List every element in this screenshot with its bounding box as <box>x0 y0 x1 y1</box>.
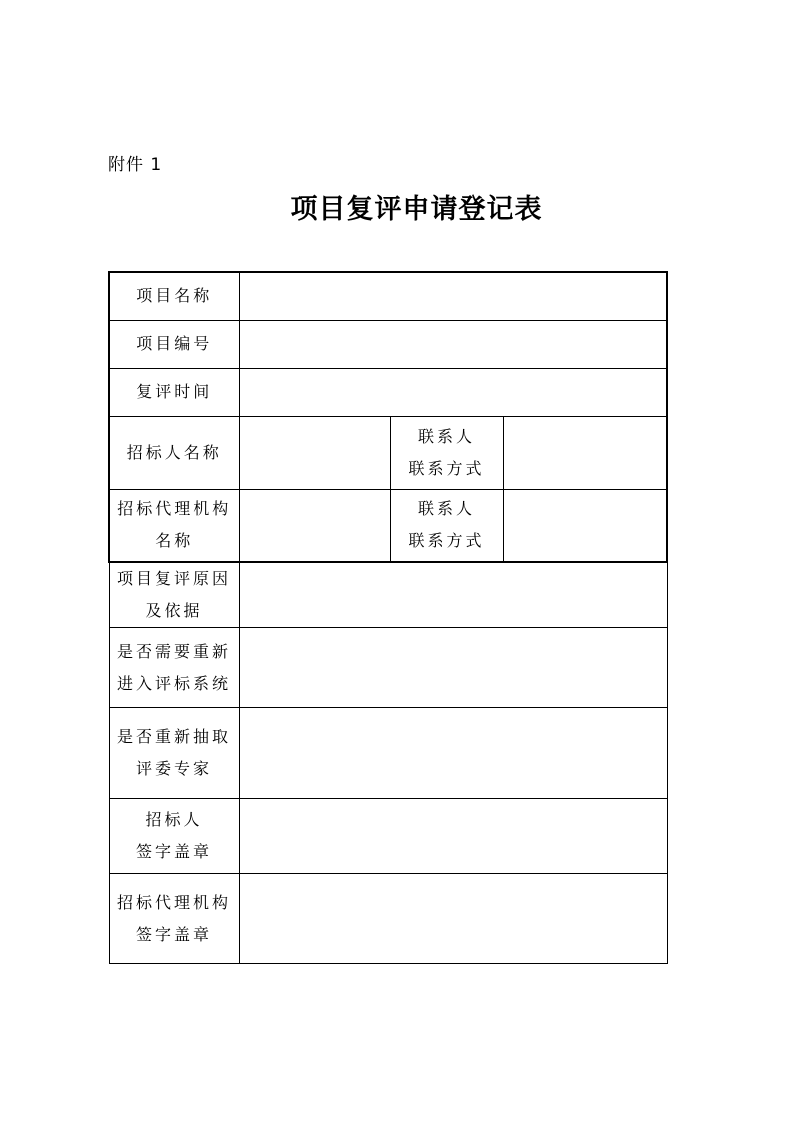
field-project-name[interactable] <box>239 272 667 320</box>
row-review-reason <box>109 562 667 628</box>
label-tenderer-signature-line1: 招标人 <box>145 810 203 829</box>
row-tenderer <box>109 416 667 489</box>
label-tenderer-contact-person: 联系人 <box>417 426 475 446</box>
field-agency-signature[interactable] <box>239 874 667 964</box>
label-reenter-system-line2: 进入评标系统 <box>116 673 231 693</box>
label-tenderer-contact-method: 联系方式 <box>408 458 485 478</box>
row-tenderer-signature <box>109 799 667 874</box>
attachment-label: 附件 1 <box>108 155 163 175</box>
label-project-number: 项目编号 <box>109 320 239 368</box>
row-reselect-experts <box>109 708 667 799</box>
row-agency-signature <box>109 874 667 964</box>
row-agency <box>109 489 667 562</box>
label-project-name: 项目名称 <box>109 272 239 320</box>
field-review-time[interactable] <box>239 368 667 416</box>
field-tenderer-signature[interactable] <box>239 799 667 874</box>
row-project-name <box>109 272 667 320</box>
label-review-reason-line2: 及依据 <box>145 601 203 620</box>
label-agency-name-line2: 名称 <box>155 531 194 551</box>
label-reselect-experts-line1: 是否重新抽取 <box>116 727 231 746</box>
field-reenter-system[interactable] <box>239 628 667 708</box>
label-agency-contact-method: 联系方式 <box>408 531 485 551</box>
label-agency-signature-line1: 招标代理机构 <box>116 892 231 912</box>
field-agency-name[interactable] <box>239 489 390 562</box>
label-agency-signature <box>109 874 239 964</box>
label-review-reason-line1: 项目复评原因 <box>116 569 231 588</box>
field-reselect-experts[interactable] <box>239 708 667 799</box>
label-reenter-system <box>109 628 239 708</box>
label-reselect-experts <box>109 708 239 799</box>
label-reselect-experts-line2: 评委专家 <box>135 759 212 778</box>
label-agency-name <box>109 489 239 562</box>
field-review-reason[interactable] <box>239 562 667 628</box>
row-reenter-system <box>109 628 667 708</box>
label-reenter-system-line1: 是否需要重新 <box>116 641 231 661</box>
form-title: 项目复评申请登记表 <box>290 194 543 225</box>
label-agency-name-line1: 招标代理机构 <box>117 499 232 519</box>
field-agency-contact[interactable] <box>503 489 667 562</box>
label-tenderer-signature <box>109 799 239 874</box>
label-review-time: 复评时间 <box>109 368 239 416</box>
row-review-time <box>109 368 667 416</box>
label-tenderer-signature-line2: 签字盖章 <box>135 842 212 861</box>
label-agency-signature-line2: 签字盖章 <box>135 924 212 944</box>
registration-form-table <box>108 271 668 964</box>
label-review-reason <box>109 562 239 628</box>
field-project-number[interactable] <box>239 320 667 368</box>
field-tenderer-contact[interactable] <box>503 416 667 489</box>
label-agency-contact <box>390 489 503 562</box>
row-project-number <box>109 320 667 368</box>
label-agency-contact-person: 联系人 <box>417 499 475 519</box>
field-tenderer-name[interactable] <box>239 416 390 489</box>
label-tenderer-name: 招标人名称 <box>109 416 239 489</box>
label-tenderer-contact <box>390 416 503 489</box>
